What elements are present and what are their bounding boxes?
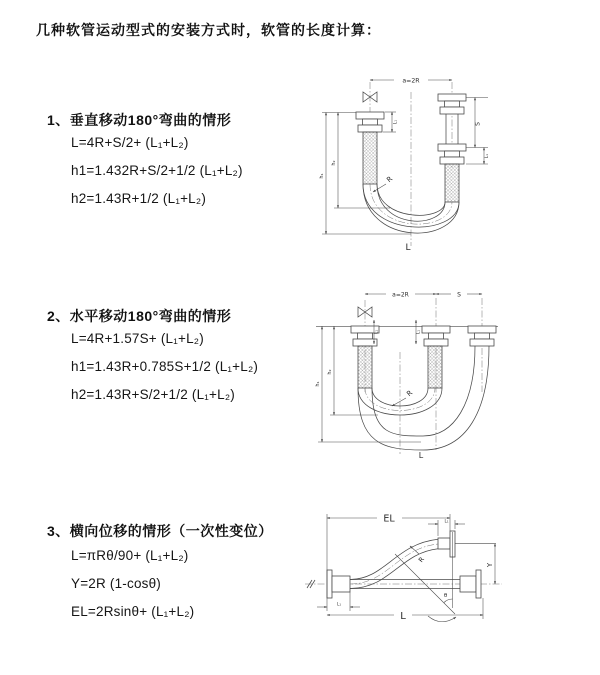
left-flange [351,326,379,346]
left-flange [327,570,350,598]
diagram-horizontal-180-bend [308,282,528,464]
section-3-formula-L: L=πRθ/90+ (L₁+L₂) [71,548,189,563]
diagram-lateral-displacement [302,504,507,642]
s-curve-hose [350,539,438,588]
dim-label-y: Y [486,562,494,568]
dim-label-h2: h₂ [331,160,337,166]
dim-label-el: EL [383,513,395,525]
dim-l1-left [383,112,398,132]
dim-label-l1-mid: L₁ [415,329,421,335]
diagram-vertical-180-bend [312,68,522,258]
dim-label-l1-left: L₁ [392,119,398,125]
dim-label-l: L [418,451,424,460]
dim-el [327,514,450,611]
u-bend-hose [358,346,489,450]
section-2-heading: 2、水平移动180°弯曲的情形 [47,308,232,324]
dim-label-l: L [405,243,411,253]
page-title: 几种软管运动型式的安装方式时，软管的长度计算： [36,22,381,38]
right-flange-top [438,94,466,114]
section-1-formula-h1: h1=1.432R+S/2+1/2 (L₁+L₂) [71,163,243,178]
mid-hose-braid [428,346,442,388]
radius-callout [392,389,414,406]
section-2-formula-h1: h1=1.43R+0.785S+1/2 (L₁+L₂) [71,359,259,374]
dim-label-r: R [405,388,415,399]
radius-callout [410,546,426,564]
dim-label-l1-bottom: L₁ [336,601,342,607]
dim-l [327,598,483,622]
dim-y [486,544,495,584]
right-ghost-flange [460,570,481,598]
dim-l1-mid [416,320,421,344]
dim-label-a2r: a=2R [402,77,420,85]
dim-label-l: L [400,611,406,622]
dim-label-r: R [416,555,426,565]
right-flange [468,326,496,346]
section-3-heading: 3、横向位移的情形（一次性变位） [47,523,273,539]
section-1-formula-h2: h2=1.43R+1/2 (L₁+L₂) [71,191,207,206]
dim-label-h1: h₁ [315,381,321,387]
left-hose-braid [363,132,377,184]
left-hose-braid [358,346,372,388]
dim-l1-bottom [317,592,360,611]
dim-label-s: S [474,122,482,126]
mid-flange [422,326,450,346]
dim-label-theta: θ [443,593,448,599]
section-2-formula-h2: h2=1.43R+S/2+1/2 (L₁+L₂) [71,387,235,402]
section-1-heading: 1、垂直移动180°弯曲的情形 [47,112,232,128]
dim-label-a2r: a=2R [392,291,409,299]
section-2-formula-L: L=4R+1.57S+ (L₁+L₂) [71,331,204,346]
dim-label-s: S [457,291,461,299]
dim-a2r [370,77,452,84]
section-3-formula-Y: Y=2R (1-cosθ) [71,576,162,591]
dim-label-l1-right: L₁ [483,153,489,159]
dim-l1-right [466,148,489,165]
dim-label-l1-left: L₁ [373,329,379,335]
dim-l1-top [428,519,465,537]
dim-label-h1: h₁ [319,173,325,179]
dim-label-r: R [385,174,395,185]
left-flange [356,112,384,132]
section-3-formula-EL: EL=2Rsinθ+ (L₁+L₂) [71,604,195,619]
right-flange-lower [438,144,466,164]
right-hose-braid [445,164,459,202]
dim-label-l1-top: L₁ [444,518,449,524]
dim-a2r [365,291,436,298]
dim-s [466,98,488,148]
dim-s [436,291,482,298]
section-1-formula-L: L=4R+S/2+ (L₁+L₂) [71,135,189,150]
dim-label-h2: h₂ [327,369,333,375]
